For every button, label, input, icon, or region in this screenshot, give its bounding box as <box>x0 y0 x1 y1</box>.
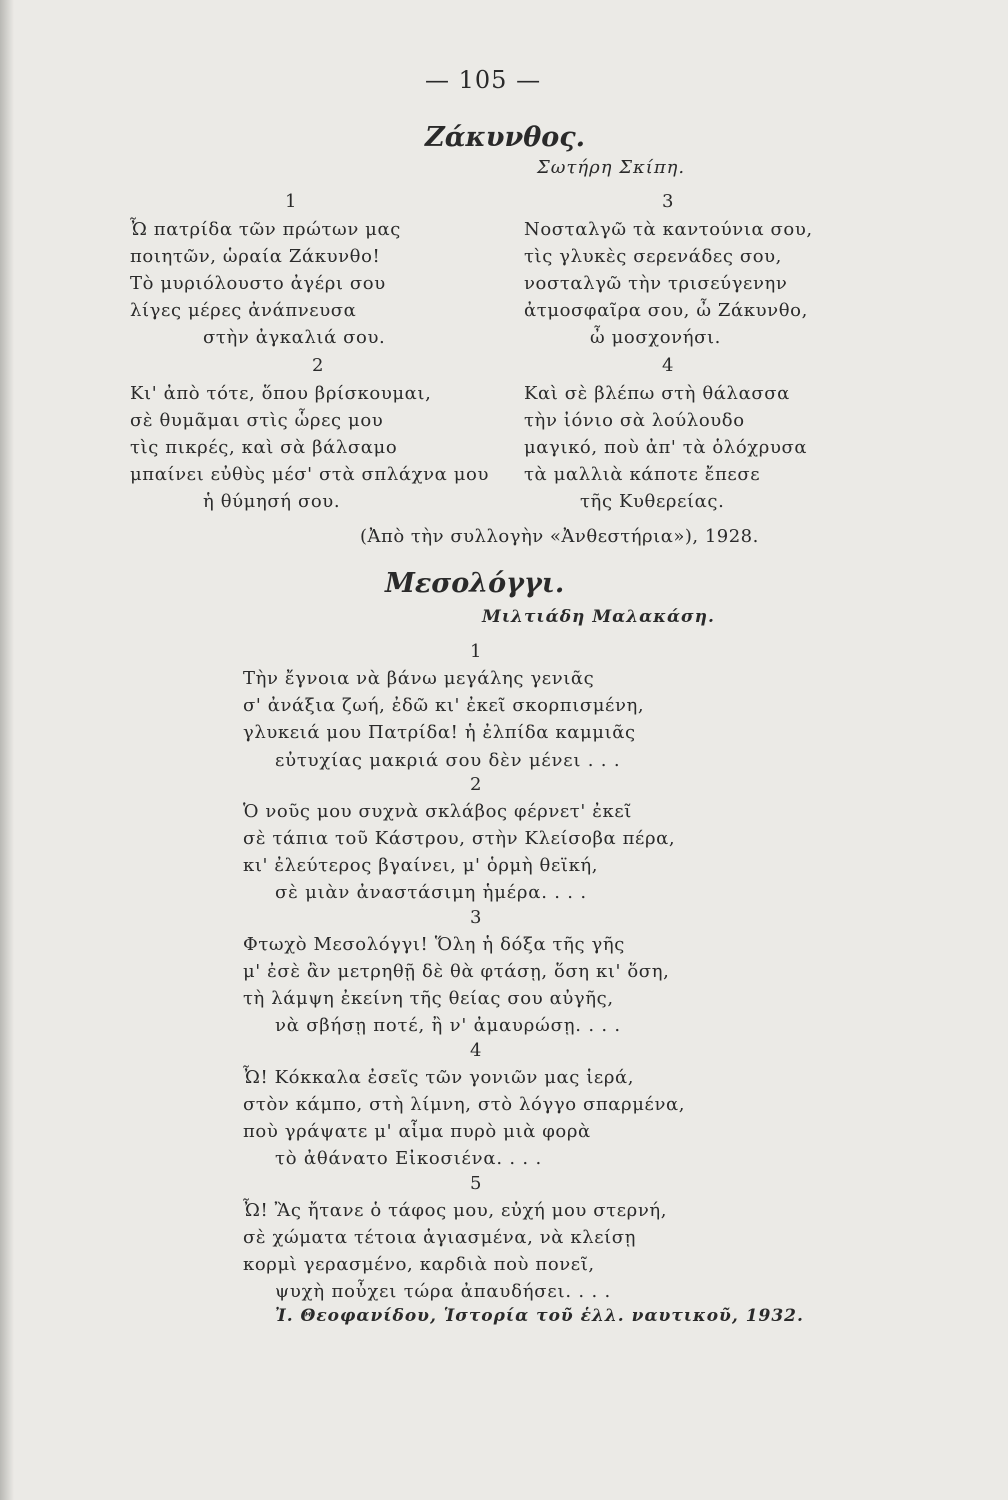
poem-line: Καὶ σὲ βλέπω στὴ θάλασσα <box>524 383 790 404</box>
poem-line: κορμὶ γερασμένο, καρδιὰ ποὺ πονεῖ, <box>243 1254 595 1275</box>
poem-line: μ' ἐσὲ ἂν μετρηθῇ δὲ θὰ φτάσῃ, ὅση κι' ὅση, <box>243 961 670 982</box>
poem-line: σὲ θυμᾶμαι στὶς ὧρες μου <box>130 410 384 431</box>
poem-line: τὶς γλυκὲς σερενάδες σου, <box>524 246 783 267</box>
stanza-number: 4 <box>662 355 674 376</box>
poem-line: ποιητῶν, ὡραία Ζάκυνθο! <box>130 246 381 267</box>
page-number: — 105 — <box>425 66 542 94</box>
poem-line: τὰ μαλλιὰ κάποτε ἔπεσε <box>524 464 761 485</box>
poem-line: γλυκειά μου Πατρίδα! ἡ ἐλπίδα καμμιᾶς <box>243 722 636 743</box>
poem-line: στὸν κάμπο, στὴ λίμνη, στὸ λόγγο σπαρμένα, <box>243 1094 686 1115</box>
stanza-number: 3 <box>470 907 482 928</box>
poem-line: κι' ἐλεύτερος βγαίνει, μ' ὁρμὴ θεϊκή, <box>243 855 599 876</box>
poem-line: σὲ χώματα τέτοια ἁγιασμένα, νὰ κλείσῃ <box>243 1227 637 1248</box>
poem-line: Ὦ! Κόκκαλα ἐσεῖς τῶν γονιῶν μας ἱερά, <box>243 1067 635 1088</box>
poem2-title: Μεσολόγγι. <box>385 568 565 599</box>
poem2-source: Ἰ. Θεοφανίδου, Ἱστορία τοῦ ἑλλ. ναυτικοῦ, 1932. <box>275 1306 804 1326</box>
poem-line: τῆς Κυθερείας. <box>580 491 725 512</box>
stanza-number: 1 <box>285 191 297 212</box>
poem-line: ἀτμοσφαῖρα σου, ὦ Ζάκυνθο, <box>524 300 808 321</box>
stanza-number: 2 <box>312 355 324 376</box>
poem-line: σ' ἀνάξια ζωή, ἐδῶ κι' ἐκεῖ σκορπισμένη, <box>243 695 645 716</box>
stanza-number: 1 <box>470 641 482 662</box>
stanza-number: 3 <box>662 191 674 212</box>
poem-line: νοσταλγῶ τὴν τρισεύγενην <box>524 273 788 294</box>
poem-line: λίγες μέρες ἀνάπνευσα <box>130 300 357 321</box>
poem-line: τὴν ἰόνιο σὰ λούλουδο <box>524 410 745 431</box>
poem-line: Τὸ μυριόλουστο ἀγέρι σου <box>130 273 386 294</box>
poem-line: ἡ θύμησή σου. <box>203 491 341 512</box>
poem1-author: Σωτήρη Σκίπη. <box>537 157 686 178</box>
poem-line: σὲ μιὰν ἀναστάσιμη ἡμέρα. . . . <box>275 882 587 903</box>
poem-line: ποὺ γράψατε μ' αἷμα πυρὸ μιὰ φορὰ <box>243 1121 591 1142</box>
poem-line: στὴν ἀγκαλιά σου. <box>203 327 386 348</box>
poem2-author: Μιλτιάδη Μαλακάση. <box>482 607 715 627</box>
poem-line: ὦ μοσχονήσι. <box>590 327 721 348</box>
page-gutter-shadow <box>0 0 14 1500</box>
poem-line: εὐτυχίας μακριά σου δὲν μένει . . . <box>275 750 621 771</box>
poem-line: ψυχὴ ποὖχει τώρα ἀπαυδήσει. . . . <box>275 1281 612 1302</box>
poem-line: νὰ σβήσῃ ποτέ, ἢ ν' ἀμαυρώσῃ. . . . <box>275 1015 621 1036</box>
poem-line: Τὴν ἔγνοια νὰ βάνω μεγάλης γενιᾶς <box>243 668 595 689</box>
poem-line: μπαίνει εὐθὺς μέσ' στὰ σπλάχνα μου <box>130 464 490 485</box>
poem-line: Φτωχὸ Μεσολόγγι! Ὅλη ἡ δόξα τῆς γῆς <box>243 934 625 955</box>
poem-line: Ὦ πατρίδα τῶν πρώτων μας <box>130 219 401 240</box>
poem-line: τὶς πικρές, καὶ σὰ βάλσαμο <box>130 437 398 458</box>
poem-line: σὲ τάπια τοῦ Κάστρου, στὴν Κλείσοβα πέρα, <box>243 828 676 849</box>
poem-line: Ὦ! Ἂς ἤτανε ὁ τάφος μου, εὐχή μου στερνή, <box>243 1200 668 1221</box>
poem-line: Νοσταλγῶ τὰ καντούνια σου, <box>524 219 813 240</box>
poem-line: τὸ ἀθάνατο Εἰκοσιένα. . . . <box>275 1148 542 1169</box>
poem-line: Κι' ἀπὸ τότε, ὅπου βρίσκουμαι, <box>130 383 432 404</box>
stanza-number: 5 <box>470 1173 482 1194</box>
stanza-number: 2 <box>470 774 482 795</box>
poem1-title: Ζάκυνθος. <box>425 122 586 153</box>
poem1-source: (Ἀπὸ τὴν συλλογὴν «Ἀνθεστήρια»), 1928. <box>360 526 759 547</box>
poem-line: μαγικό, ποὺ ἀπ' τὰ ὁλόχρυσα <box>524 437 808 458</box>
poem-line: τὴ λάμψη ἐκείνη τῆς θείας σου αὐγῆς, <box>243 988 614 1009</box>
stanza-number: 4 <box>470 1040 482 1061</box>
poem-line: Ὁ νοῦς μου συχνὰ σκλάβος φέρνετ' ἐκεῖ <box>243 801 632 822</box>
